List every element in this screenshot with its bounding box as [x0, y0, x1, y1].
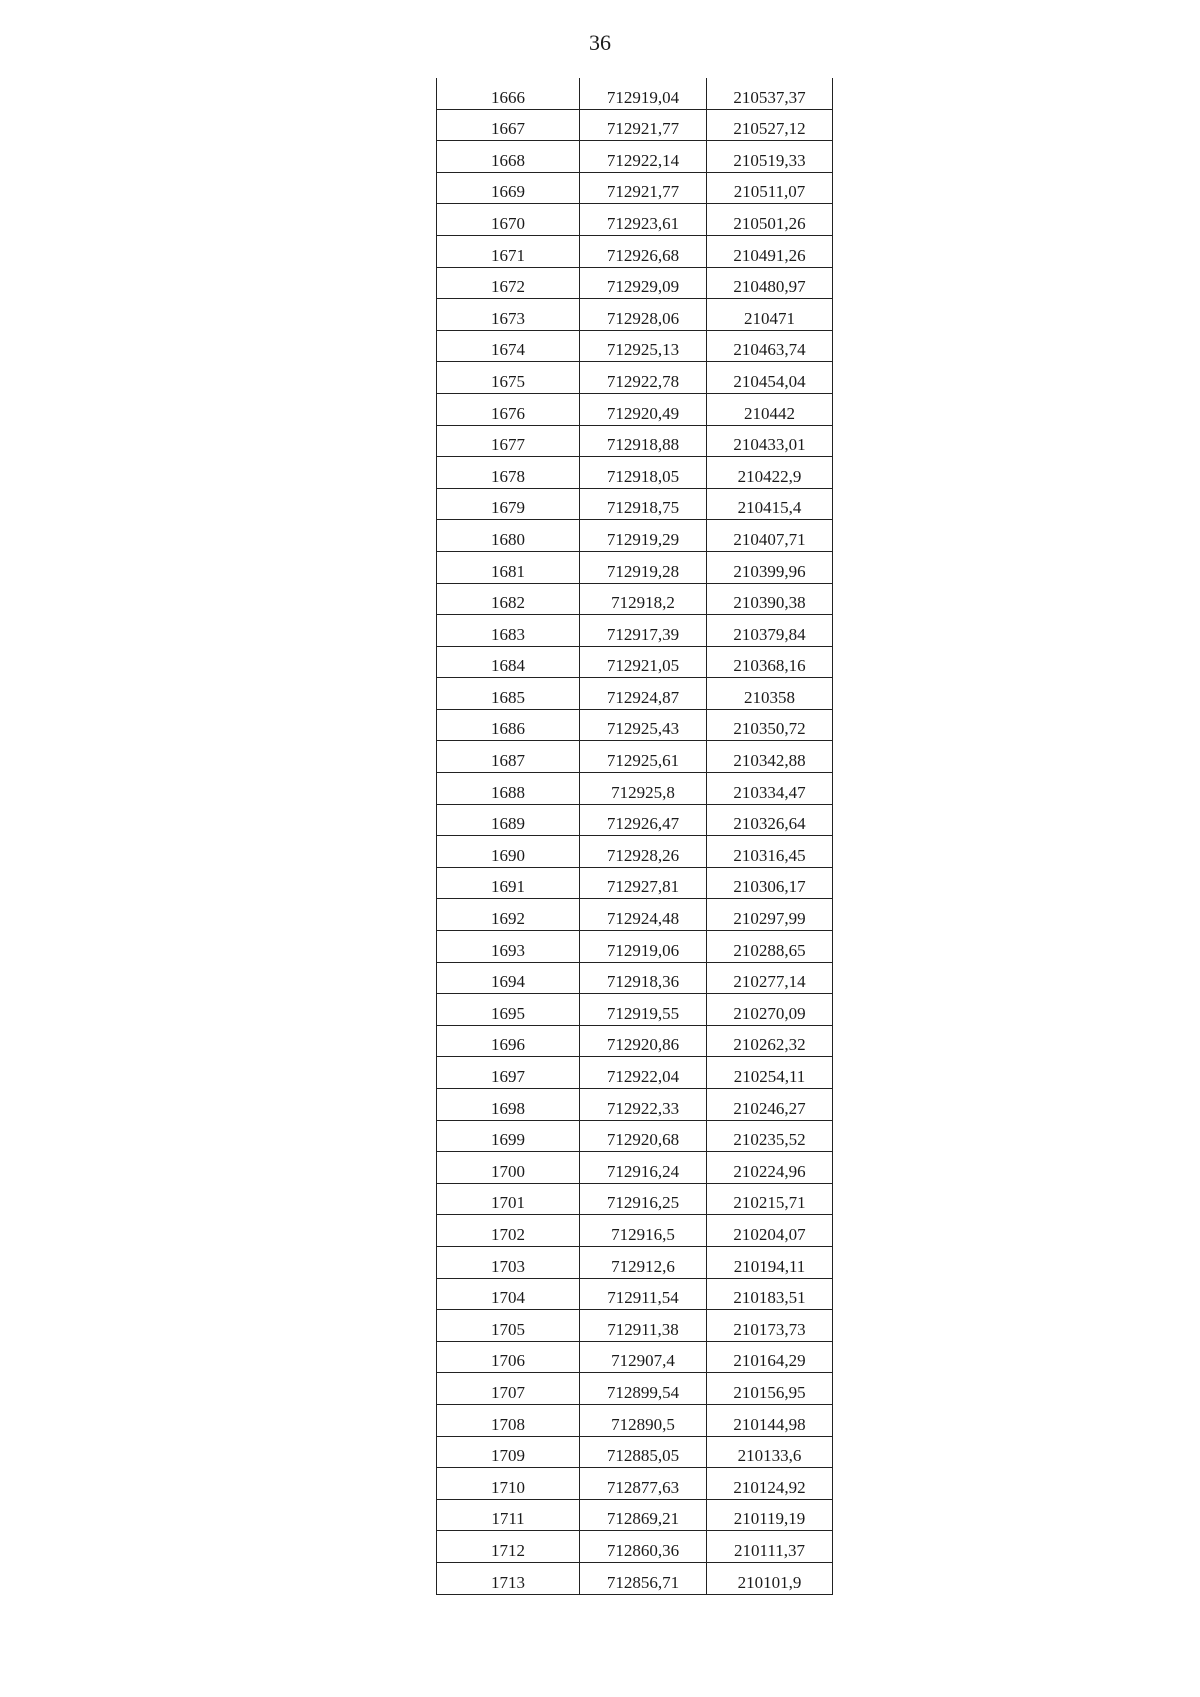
x-coordinate-cell: 712926,47: [580, 804, 707, 836]
point-number-cell: 1698: [437, 1089, 580, 1121]
point-number-cell: 1707: [437, 1373, 580, 1405]
x-coordinate-cell: 712911,54: [580, 1278, 707, 1310]
x-coordinate-cell: 712869,21: [580, 1499, 707, 1531]
point-number-cell: 1688: [437, 773, 580, 805]
table-row: [437, 1373, 833, 1405]
table-row: [437, 646, 833, 678]
table-row: [437, 931, 833, 963]
y-coordinate-cell: 210246,27: [707, 1089, 833, 1121]
page-number: 36: [589, 30, 611, 55]
table-row: [437, 1499, 833, 1531]
point-number-cell: 1708: [437, 1404, 580, 1436]
point-number-cell: 1672: [437, 267, 580, 299]
table-row: [437, 172, 833, 204]
table-row: [437, 583, 833, 615]
point-number-cell: 1684: [437, 646, 580, 678]
point-number-cell: 1686: [437, 709, 580, 741]
x-coordinate-cell: 712925,61: [580, 741, 707, 773]
x-coordinate-cell: 712925,43: [580, 709, 707, 741]
x-coordinate-cell: 712925,13: [580, 330, 707, 362]
table-row: [437, 457, 833, 489]
x-coordinate-cell: 712899,54: [580, 1373, 707, 1405]
point-number-cell: 1713: [437, 1562, 580, 1594]
table-row: [437, 1246, 833, 1278]
table-row: [437, 1183, 833, 1215]
point-number-cell: 1679: [437, 488, 580, 520]
x-coordinate-cell: 712916,5: [580, 1215, 707, 1247]
x-coordinate-cell: 712885,05: [580, 1436, 707, 1468]
table-row: [437, 267, 833, 299]
y-coordinate-cell: 210454,04: [707, 362, 833, 394]
table-row: [437, 78, 833, 109]
point-number-cell: 1683: [437, 615, 580, 647]
y-coordinate-cell: 210119,19: [707, 1499, 833, 1531]
x-coordinate-cell: 712916,24: [580, 1152, 707, 1184]
point-number-cell: 1699: [437, 1120, 580, 1152]
x-coordinate-cell: 712921,77: [580, 109, 707, 141]
point-number-cell: 1674: [437, 330, 580, 362]
point-number-cell: 1702: [437, 1215, 580, 1247]
point-number-cell: 1682: [437, 583, 580, 615]
table-row: [437, 899, 833, 931]
table-row: [437, 425, 833, 457]
x-coordinate-cell: 712918,88: [580, 425, 707, 457]
table-row: [437, 1152, 833, 1184]
point-number-cell: 1700: [437, 1152, 580, 1184]
y-coordinate-cell: 210224,96: [707, 1152, 833, 1184]
x-coordinate-cell: 712856,71: [580, 1562, 707, 1594]
table-row: [437, 804, 833, 836]
y-coordinate-cell: 210144,98: [707, 1404, 833, 1436]
y-coordinate-cell: 210350,72: [707, 709, 833, 741]
y-coordinate-cell: 210471: [707, 299, 833, 331]
table-row: [437, 1436, 833, 1468]
y-coordinate-cell: 210491,26: [707, 235, 833, 267]
y-coordinate-cell: 210306,17: [707, 867, 833, 899]
x-coordinate-cell: 712918,36: [580, 962, 707, 994]
y-coordinate-cell: 210407,71: [707, 520, 833, 552]
x-coordinate-cell: 712925,8: [580, 773, 707, 805]
x-coordinate-cell: 712922,33: [580, 1089, 707, 1121]
x-coordinate-cell: 712922,78: [580, 362, 707, 394]
x-coordinate-cell: 712921,77: [580, 172, 707, 204]
y-coordinate-cell: 210342,88: [707, 741, 833, 773]
point-number-cell: 1692: [437, 899, 580, 931]
table-row: [437, 1120, 833, 1152]
table-row: [437, 109, 833, 141]
table-row: [437, 1404, 833, 1436]
y-coordinate-cell: 210204,07: [707, 1215, 833, 1247]
point-number-cell: 1667: [437, 109, 580, 141]
x-coordinate-cell: 712920,49: [580, 393, 707, 425]
point-number-cell: 1676: [437, 393, 580, 425]
x-coordinate-cell: 712929,09: [580, 267, 707, 299]
point-number-cell: 1675: [437, 362, 580, 394]
point-number-cell: 1709: [437, 1436, 580, 1468]
table-row: [437, 1057, 833, 1089]
table-row: [437, 551, 833, 583]
y-coordinate-cell: 210194,11: [707, 1246, 833, 1278]
table-row: [437, 773, 833, 805]
table-row: [437, 520, 833, 552]
x-coordinate-cell: 712921,05: [580, 646, 707, 678]
x-coordinate-cell: 712919,04: [580, 78, 707, 109]
x-coordinate-cell: 712928,06: [580, 299, 707, 331]
table-row: [437, 1341, 833, 1373]
point-number-cell: 1681: [437, 551, 580, 583]
y-coordinate-cell: 210270,09: [707, 994, 833, 1026]
x-coordinate-cell: 712919,29: [580, 520, 707, 552]
table-row: [437, 141, 833, 173]
table-row: [437, 836, 833, 868]
x-coordinate-cell: 712927,81: [580, 867, 707, 899]
y-coordinate-cell: 210480,97: [707, 267, 833, 299]
point-number-cell: 1673: [437, 299, 580, 331]
y-coordinate-cell: 210358: [707, 678, 833, 710]
y-coordinate-cell: 210390,38: [707, 583, 833, 615]
point-number-cell: 1712: [437, 1531, 580, 1563]
point-number-cell: 1678: [437, 457, 580, 489]
point-number-cell: 1669: [437, 172, 580, 204]
x-coordinate-cell: 712877,63: [580, 1468, 707, 1500]
x-coordinate-cell: 712907,4: [580, 1341, 707, 1373]
table-row: [437, 1531, 833, 1563]
point-number-cell: 1703: [437, 1246, 580, 1278]
table-row: [437, 1562, 833, 1594]
y-coordinate-cell: 210326,64: [707, 804, 833, 836]
table-row: [437, 994, 833, 1026]
x-coordinate-cell: 712928,26: [580, 836, 707, 868]
y-coordinate-cell: 210215,71: [707, 1183, 833, 1215]
x-coordinate-cell: 712911,38: [580, 1310, 707, 1342]
y-coordinate-cell: 210433,01: [707, 425, 833, 457]
y-coordinate-cell: 210527,12: [707, 109, 833, 141]
table-row: [437, 1310, 833, 1342]
point-number-cell: 1685: [437, 678, 580, 710]
point-number-cell: 1693: [437, 931, 580, 963]
table-row: [437, 1215, 833, 1247]
x-coordinate-cell: 712917,39: [580, 615, 707, 647]
y-coordinate-cell: 210463,74: [707, 330, 833, 362]
x-coordinate-cell: 712919,55: [580, 994, 707, 1026]
table-row: [437, 299, 833, 331]
x-coordinate-cell: 712920,68: [580, 1120, 707, 1152]
table-row: [437, 1468, 833, 1500]
y-coordinate-cell: 210501,26: [707, 204, 833, 236]
point-number-cell: 1677: [437, 425, 580, 457]
x-coordinate-cell: 712922,14: [580, 141, 707, 173]
x-coordinate-cell: 712916,25: [580, 1183, 707, 1215]
point-number-cell: 1680: [437, 520, 580, 552]
y-coordinate-cell: 210133,6: [707, 1436, 833, 1468]
y-coordinate-cell: 210173,73: [707, 1310, 833, 1342]
y-coordinate-cell: 210277,14: [707, 962, 833, 994]
table-row: [437, 488, 833, 520]
y-coordinate-cell: 210297,99: [707, 899, 833, 931]
point-number-cell: 1701: [437, 1183, 580, 1215]
y-coordinate-cell: 210537,37: [707, 78, 833, 109]
point-number-cell: 1704: [437, 1278, 580, 1310]
coordinates-table-body: [437, 78, 833, 1594]
y-coordinate-cell: 210334,47: [707, 773, 833, 805]
x-coordinate-cell: 712918,05: [580, 457, 707, 489]
point-number-cell: 1671: [437, 235, 580, 267]
x-coordinate-cell: 712919,06: [580, 931, 707, 963]
point-number-cell: 1695: [437, 994, 580, 1026]
point-number-cell: 1710: [437, 1468, 580, 1500]
table-row: [437, 709, 833, 741]
y-coordinate-cell: 210316,45: [707, 836, 833, 868]
point-number-cell: 1697: [437, 1057, 580, 1089]
y-coordinate-cell: 210156,95: [707, 1373, 833, 1405]
y-coordinate-cell: 210254,11: [707, 1057, 833, 1089]
table-row: [437, 867, 833, 899]
y-coordinate-cell: 210235,52: [707, 1120, 833, 1152]
table-row: [437, 393, 833, 425]
point-number-cell: 1694: [437, 962, 580, 994]
table-row: [437, 1089, 833, 1121]
table-row: [437, 1025, 833, 1057]
point-number-cell: 1670: [437, 204, 580, 236]
table-row: [437, 615, 833, 647]
point-number-cell: 1691: [437, 867, 580, 899]
x-coordinate-cell: 712924,48: [580, 899, 707, 931]
table-row: [437, 678, 833, 710]
y-coordinate-cell: 210111,37: [707, 1531, 833, 1563]
table-row: [437, 235, 833, 267]
x-coordinate-cell: 712918,75: [580, 488, 707, 520]
x-coordinate-cell: 712924,87: [580, 678, 707, 710]
y-coordinate-cell: 210511,07: [707, 172, 833, 204]
y-coordinate-cell: 210262,32: [707, 1025, 833, 1057]
point-number-cell: 1706: [437, 1341, 580, 1373]
x-coordinate-cell: 712912,6: [580, 1246, 707, 1278]
point-number-cell: 1705: [437, 1310, 580, 1342]
point-number-cell: 1687: [437, 741, 580, 773]
x-coordinate-cell: 712926,68: [580, 235, 707, 267]
y-coordinate-cell: 210183,51: [707, 1278, 833, 1310]
y-coordinate-cell: 210288,65: [707, 931, 833, 963]
point-number-cell: 1668: [437, 141, 580, 173]
coordinates-table: [436, 78, 833, 1595]
point-number-cell: 1689: [437, 804, 580, 836]
x-coordinate-cell: 712919,28: [580, 551, 707, 583]
point-number-cell: 1696: [437, 1025, 580, 1057]
x-coordinate-cell: 712920,86: [580, 1025, 707, 1057]
y-coordinate-cell: 210399,96: [707, 551, 833, 583]
x-coordinate-cell: 712923,61: [580, 204, 707, 236]
table-row: [437, 204, 833, 236]
point-number-cell: 1690: [437, 836, 580, 868]
table-row: [437, 330, 833, 362]
y-coordinate-cell: 210368,16: [707, 646, 833, 678]
y-coordinate-cell: 210442: [707, 393, 833, 425]
table-row: [437, 362, 833, 394]
y-coordinate-cell: 210379,84: [707, 615, 833, 647]
point-number-cell: 1666: [437, 78, 580, 109]
x-coordinate-cell: 712860,36: [580, 1531, 707, 1563]
table-row: [437, 1278, 833, 1310]
y-coordinate-cell: 210415,4: [707, 488, 833, 520]
y-coordinate-cell: 210101,9: [707, 1562, 833, 1594]
y-coordinate-cell: 210519,33: [707, 141, 833, 173]
x-coordinate-cell: 712918,2: [580, 583, 707, 615]
y-coordinate-cell: 210124,92: [707, 1468, 833, 1500]
table-row: [437, 741, 833, 773]
table-row: [437, 962, 833, 994]
x-coordinate-cell: 712890,5: [580, 1404, 707, 1436]
y-coordinate-cell: 210422,9: [707, 457, 833, 489]
x-coordinate-cell: 712922,04: [580, 1057, 707, 1089]
y-coordinate-cell: 210164,29: [707, 1341, 833, 1373]
point-number-cell: 1711: [437, 1499, 580, 1531]
